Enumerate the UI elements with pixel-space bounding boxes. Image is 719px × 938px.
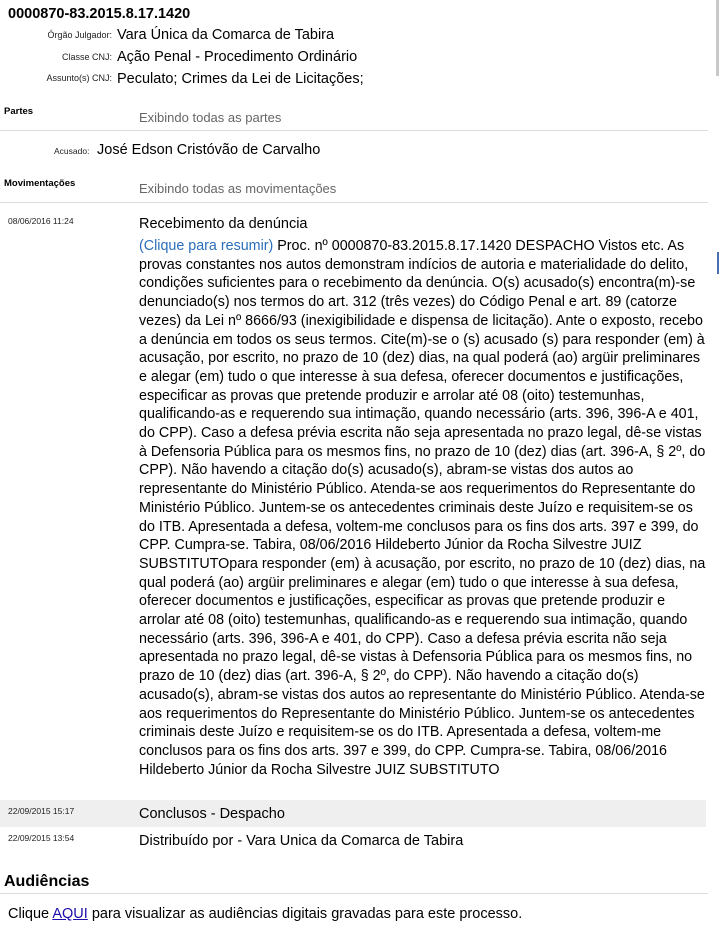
classe-cnj-value: Ação Penal - Procedimento Ordinário [117,49,358,65]
partes-divider [0,130,708,131]
audiencias-text [8,906,522,922]
movement-row-highlight [0,800,706,827]
movement-date: 08/06/2016 11:24 [8,216,74,226]
movement-title: Distribuído por - Vara Unica da Comarca de Tabira [139,833,464,849]
movement-date: 22/09/2015 15:17 [8,806,75,816]
process-number: 0000870-83.2015.8.17.1420 [8,6,191,22]
audiencias-divider [0,893,708,894]
audiencias-suffix: para visualizar as audiências digitais gravadas para este processo. [87,906,523,922]
partes-hint: Exibindo todas as partes [139,110,282,125]
audiencias-title: Audiências [4,873,90,890]
movement-body: Proc. nº 0000870-83.2015.8.17.1420 DESPACHO Vistos etc. As provas constantes nos autos demonstram indícios de autoria e materialidade do delito, condições suficientes para o recebimento da denúncia. O(s) acusado(s) encontra(m)-se denunciado(s) nos termos do art. 312 (três vezes) do Código Penal e art. 89 (catorze vezes) da Lei nº 8666/93 (inexigibilidade e dispensa de licitação). Ante o exposto, recebo a denúncia em todos os seus termos. Cite(m)-se o (s) acusado (s) para responder (em) à acusação, por escrito, no prazo de 10 (dez) dias, na qual poderá (ao) argüir preliminares e alegar (em) tudo o que interesse à sua defesa, oferecer documentos e justificações, especificar as provas que pretende produzir e arrolar até 08 (oito) testemunhas, qualificando-as e requerendo sua intimação, quando necessário (arts. 396, 396-A e 401, do CPP). Caso a defesa prévia escrita não seja apresentada no prazo legal, dê-se vistas à Defensoria Pública para os mesmos fins, no prazo de 10 (dez) dias (art. 396-A, § 2º, do CPP). Não havendo a citação do(s) acusado(s), abram-se vistas dos autos ao representante do Ministério Público. Atenda-se aos requerimentos do Representante do Ministério Público. Juntem-se os antecedentes criminais deste Juízo e requisitem-se os do ITB. Apresentada a defesa, voltem-me conclusos para os fins dos arts. 397 e 399, do CPP. Cumpra-se. Tabira, 08/06/2016 Hildeberto Júnior da Rocha Silvestre JUIZ SUBSTITUTOpara responder (em) à acusação, por escrito, no prazo de 10 (dez) dias, na qual poderá (ao) argüir preliminares e alegar (em) tudo o que interesse à sua defesa, oferecer documentos e justificações, especificar as provas que pretende produzir e arrolar até 08 (oito) testemunhas, qualificando-as e requerendo sua intimação, quando necessário (arts. 396, 396-A e 401, do CPP). Caso a defesa prévia escrita não seja apresentada no prazo legal, dê-se vistas à Defensoria Pública para os mesmos fins, no prazo de 10 (dez) dias (art. 396-A, § 2º, do CPP). Não havendo a citação do(s) acusado(s), abram-se vistas dos autos ao representante do Ministério Público. Atenda-se aos requerimentos do Representante do Ministério Público. Juntem-se os antecedentes criminais deste Juízo e requisitem-se os do ITB. Apresentada a defesa, voltem-me conclusos para os fins dos arts. 397 e 399, do CPP. Cumpra-se. Tabira, 08/06/2016 Hildeberto Júnior da Rocha Silvestre JUIZ SUBSTITUTO [139,238,706,778]
audiencias-prefix: Clique [8,906,53,922]
movement-text [139,237,707,779]
assunto-cnj-label: Assunto(s) CNJ: [46,73,112,83]
movimentacoes-divider [0,202,708,203]
acusado-label: Acusado: [54,146,90,156]
assunto-cnj-value: Peculato; Crimes da Lei de Licitações; [117,71,364,87]
audiencias-link[interactable]: AQUI [52,906,88,922]
movement-title: Recebimento da denúncia [139,216,308,232]
partes-label: Partes [4,106,34,117]
movimentacoes-label: Movimentações [4,178,76,189]
orgao-julgador-label: Órgão Julgador: [47,30,112,40]
orgao-julgador-value: Vara Única da Comarca de Tabira [117,27,335,43]
movement-title: Conclusos - Despacho [139,806,285,822]
classe-cnj-label: Classe CNJ: [61,52,112,62]
movimentacoes-hint: Exibindo todas as movimentações [139,181,337,196]
movement-date: 22/09/2015 13:54 [8,833,75,843]
acusado-name: José Edson Cristóvão de Carvalho [97,142,321,158]
collapse-toggle-link[interactable]: (Clique para resumir) [139,238,274,254]
